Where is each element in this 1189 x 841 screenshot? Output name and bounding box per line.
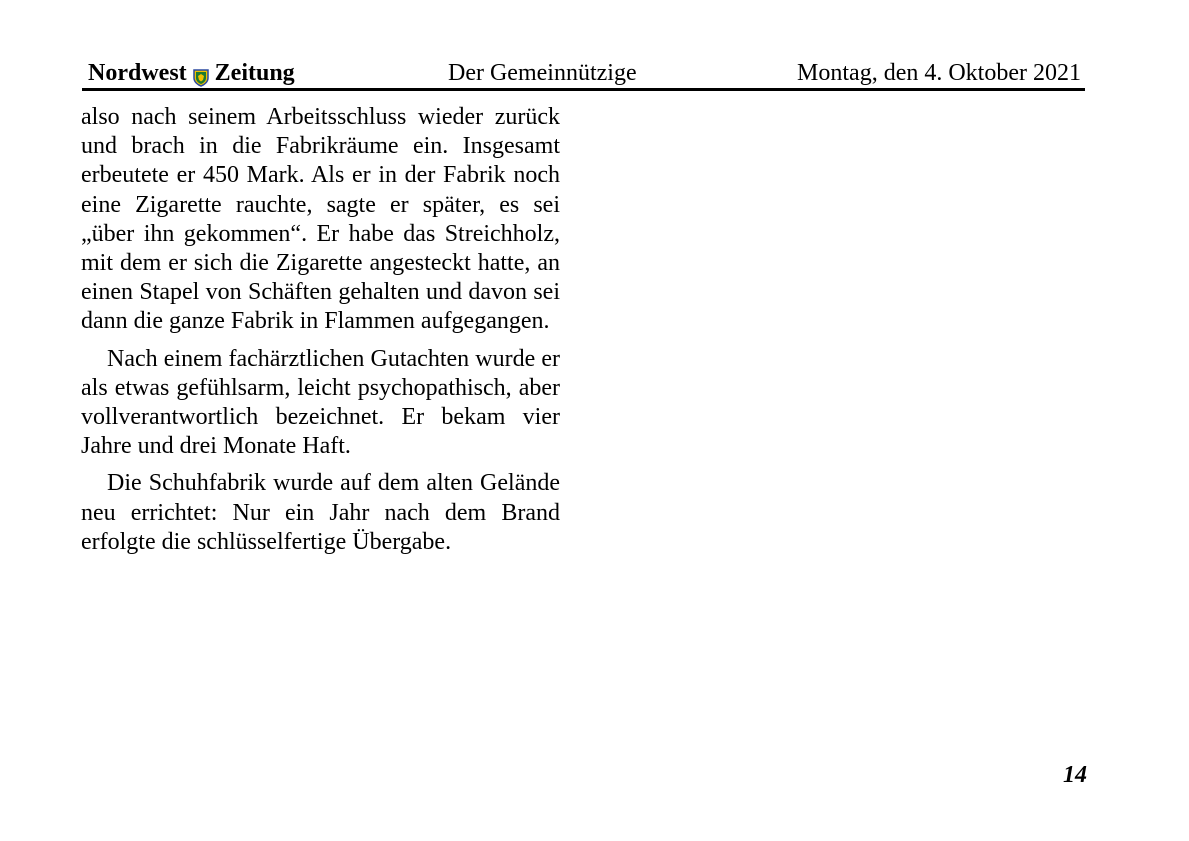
article-paragraph: also nach seinem Arbeitsschluss wieder zurück und brach in die Fabrikräume ein. Insgesamt erbeutete er 450 Mark. Als er in der Fabrik noch eine Zigarette rauchte, sagte er später, es sei „über ihn gekommen“. Er habe das Streichholz, mit dem er sich die Zigarette angesteckt hatte, an einen Stapel von Schäften gehalten und davon sei dann die ganze Fabrik in Flammen aufgegangen.: [81, 104, 560, 335]
issue-date: Montag, den 4. Oktober 2021: [797, 60, 1081, 86]
page-header: [82, 58, 1085, 91]
page-number: 14: [1063, 762, 1087, 788]
article-paragraph: Nach einem fachärztlichen Gutachten wurde er als etwas gefühlsarm, leicht psychopathisch, aber vollverantwortlich bezeichnet. Er bekam vier Jahre und drei Monate Haft.: [81, 345, 560, 460]
coat-of-arms-icon: [193, 65, 209, 83]
article-paragraph: Die Schuhfabrik wurde auf dem alten Gelände neu errichtet: Nur ein Jahr nach dem Brand erfolgte die schlüsselfertige Übergabe.: [81, 470, 560, 555]
section-title: Der Gemeinnützige: [448, 60, 637, 86]
masthead-right: Zeitung: [214, 60, 295, 86]
masthead-left: Nordwest: [88, 60, 187, 86]
article-column: [81, 103, 560, 565]
newspaper-masthead: [88, 58, 295, 88]
